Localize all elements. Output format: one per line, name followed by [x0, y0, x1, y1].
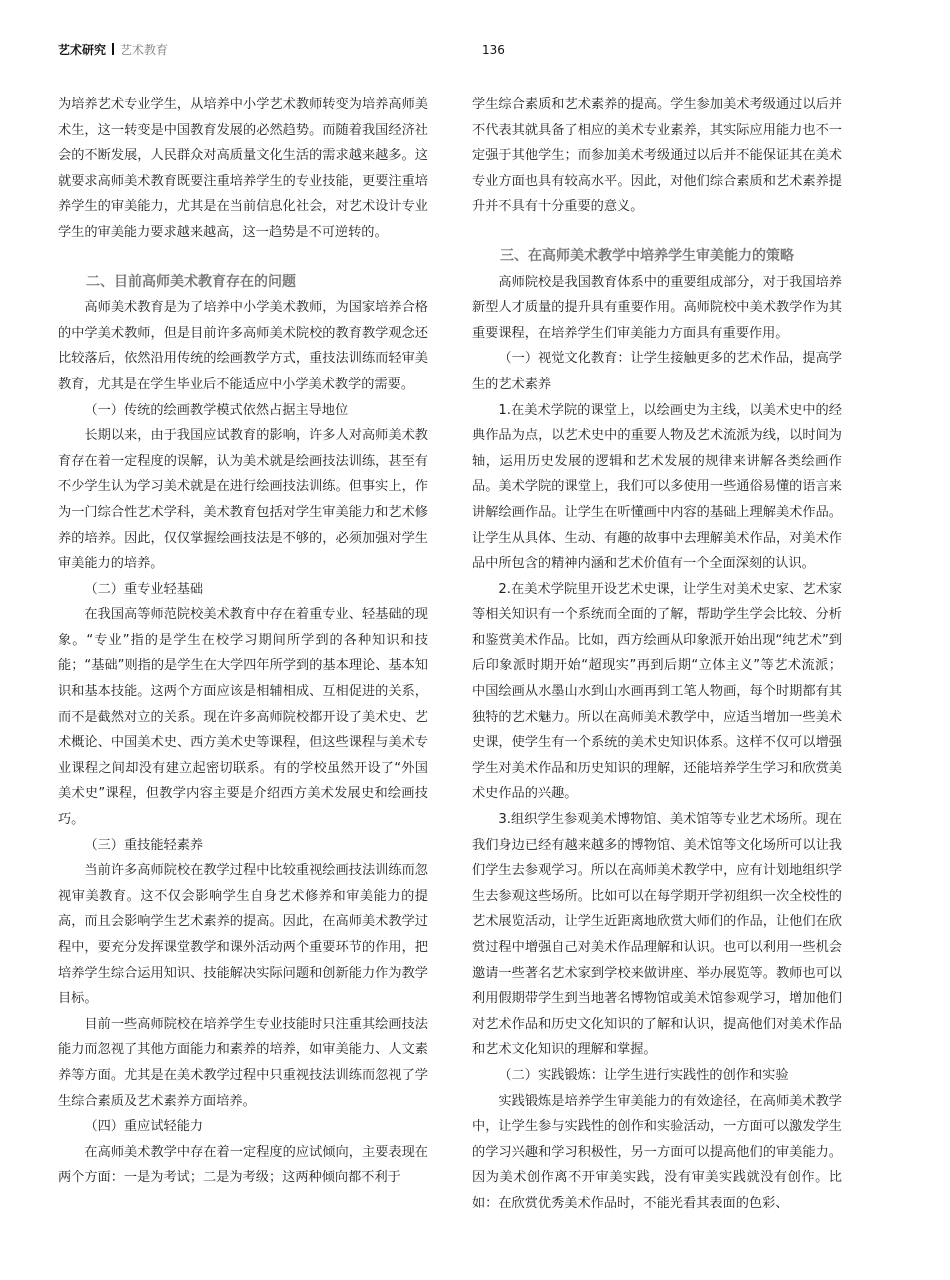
page-number: 136	[482, 43, 505, 57]
paragraph: 在高师美术教学中存在着一定程度的应试倾向，主要表现在两个方面：一是为考试；二是为考级；这两种倾向都不利于	[58, 1144, 428, 1186]
journal-title: 艺术研究	[58, 43, 107, 57]
paragraph: 1.在美术学院的课堂上，以绘画史为主线，以美术史中的经典作品为点，以艺术史中的重要人物及艺术流派为线，以时间为轴，运用历史发展的逻辑和艺术发展的规律来讲解各类绘画作品。美术学院的课堂上，我们可以多使用一些通俗易懂的语言来讲解绘画作品。让学生在听懂画中内容的基础上理解美术作品。让学生从具体、生动、有趣的故事中去理解美术作品，对美术作品中所包含的精神内涵和艺术价值有一个全面深刻的认识。	[472, 402, 842, 572]
subsection-heading: （一）视觉文化教育：让学生接触更多的艺术作品，提高学生的艺术素养	[472, 351, 842, 392]
header-divider	[112, 43, 114, 55]
paragraph: 当前许多高师院校在教学过程中比较重视绘画技法训练而忽视审美教育。这不仅会影响学生自身艺术修养和审美能力的提高，而且会影响学生艺术素养的提高。因此，在高师美术教学过程中，要充分发挥课堂教学和课外活动两个重要环节的作用，把培养学生综合运用知识、技能解决实际问题和创新能力作为教学目标。	[58, 863, 428, 1007]
paragraph: 为培养艺术专业学生，从培养中小学艺术教师转变为培养高师美术生，这一转变是中国教育发展的必然趋势。而随着我国经济社会的不断发展，人民群众对高质量文化生活的需求越来越多。这就要求高师美术教育既要注重培养学生的专业技能，更要注重培养学生的审美能力，尤其是在当前信息化社会，对艺术设计专业学生的审美能力要求越来越高，这一趋势是不可逆转的。	[58, 97, 428, 240]
left-column	[58, 92, 428, 1191]
paragraph: 实践锻炼是培养学生审美能力的有效途径，在高师美术教学中，让学生参与实践性的创作和实验活动，一方面可以激发学生的学习兴趣和学习积极性，另一方面可以提高他们的审美能力。因为美术创作离不开审美实践，没有审美实践就没有创作。比如：在欣赏优秀美术作品时，不能光看其表面的色彩、	[472, 1093, 842, 1211]
section-heading: 三、在高师美术教学中培养学生审美能力的策略	[500, 247, 794, 264]
subsection-heading: （四）重应试轻能力	[84, 1119, 204, 1135]
page-header	[58, 40, 898, 60]
paragraph: 高师美术教育是为了培养中小学美术教师，为国家培养合格的中学美术教师，但是目前许多高师美术院校的教育教学观念还比较落后，依然沿用传统的绘画教学方式，重技法训练而轻审美教育，尤其是在学生毕业后不能适应中小学美术教学的需要。	[58, 300, 428, 392]
paragraph: 在我国高等师范院校美术教育中存在着重专业、轻基础的现象。“专业”指的是学生在校学习期间所学到的各种知识和技能；“基础”则指的是学生在大学四年所学到的基本理论、基本知识和基本技能。这两个方面应该是相辅相成、互相促进的关系，而不是截然对立的关系。现在许多高师院校都开设了美术史、艺术概论、中国美术史、西方美术史等课程，但这些课程与美术专业课程之间却没有建立起密切联系。有的学校虽然开设了“外国美术史”课程，但教学内容主要是介绍西方美术发展史和绘画技巧。	[58, 607, 428, 828]
section-heading: 二、目前高师美术教育存在的问题	[86, 273, 296, 290]
paragraph: 高师院校是我国教育体系中的重要组成部分，对于我国培养新型人才质量的提升具有重要作用。高师院校中美术教学作为其重要课程，在培养学生们审美能力方面具有重要作用。	[472, 274, 842, 341]
column-name: 艺术教育	[120, 43, 169, 57]
paragraph: 目前一些高师院校在培养学生专业技能时只注重其绘画技法能力而忽视了其他方面能力和素养的培养，如审美能力、人文素养等方面。尤其是在美术教学过程中只重视技法训练而忽视了学生综合素质及艺术素养方面培养。	[58, 1016, 428, 1109]
paragraph: 学生综合素质和艺术素养的提高。学生参加美术考级通过以后并不代表其就具备了相应的美术专业素养，其实际应用能力也不一定强于其他学生；而参加美术考级通过以后并不能保证其在美术专业方面也具有较高水平。因此，对他们综合素质和艺术素养提升并不具有十分重要的意义。	[472, 97, 842, 215]
paragraph: 长期以来，由于我国应试教育的影响，许多人对高师美术教育存在着一定程度的误解，认为美术就是绘画技法训练，甚至有不少学生认为学习美术就是在进行绘画技法训练。但事实上，作为一门综合性艺术学科，美术教育包括对学生审美能力和艺术修养的培养。因此，仅仅掌握绘画技法是不够的，必须加强对学生审美能力的培养。	[58, 428, 428, 572]
subsection-heading: （一）传统的绘画教学模式依然占据主导地位	[84, 402, 349, 418]
subsection-heading: （二）重专业轻基础	[84, 581, 204, 597]
subsection-heading: （三）重技能轻素养	[84, 837, 204, 853]
paragraph: 2.在美术学院里开设艺术史课，让学生对美术史家、艺术家等相关知识有一个系统而全面的了解，帮助学生学会比较、分析和鉴赏美术作品。比如，西方绘画从印象派开始出现“纯艺术”到后印象派时期开始“超现实”再到后期“立体主义”等艺术流派；中国绘画从水墨山水到山水画再到工笔人物画，每个时期都有其独特的艺术魅力。所以在高师美术教学中，应适当增加一些美术史课，使学生有一个系统的美术史知识体系。这样不仅可以增强学生对美术作品和历史知识的理解，还能培养学生学习和欣赏美术史作品的兴趣。	[472, 581, 842, 802]
subsection-heading: （二）实践锻炼：让学生进行实践性的创作和实验	[498, 1067, 789, 1083]
right-column	[472, 92, 842, 1217]
paragraph: 3.组织学生参观美术博物馆、美术馆等专业艺术场所。现在我们身边已经有越来越多的博物馆、美术馆等文化场所可以让我们学生去参观学习。所以在高师美术教学中，应有计划地组织学生去参观这些场所。比如可以在每学期开学初组织一次全校性的艺术展览活动，让学生近距离地欣赏大师们的作品，让他们在欣赏过程中增强自己对美术作品理解和认识。也可以利用一些机会邀请一些著名艺术家到学校来做讲座、举办展览等。教师也可以利用假期带学生到当地著名博物馆或美术馆参观学习，增加他们对艺术作品和历史文化知识的了解和认识，提高他们对美术作品和艺术文化知识的理解和掌握。	[472, 812, 842, 1058]
